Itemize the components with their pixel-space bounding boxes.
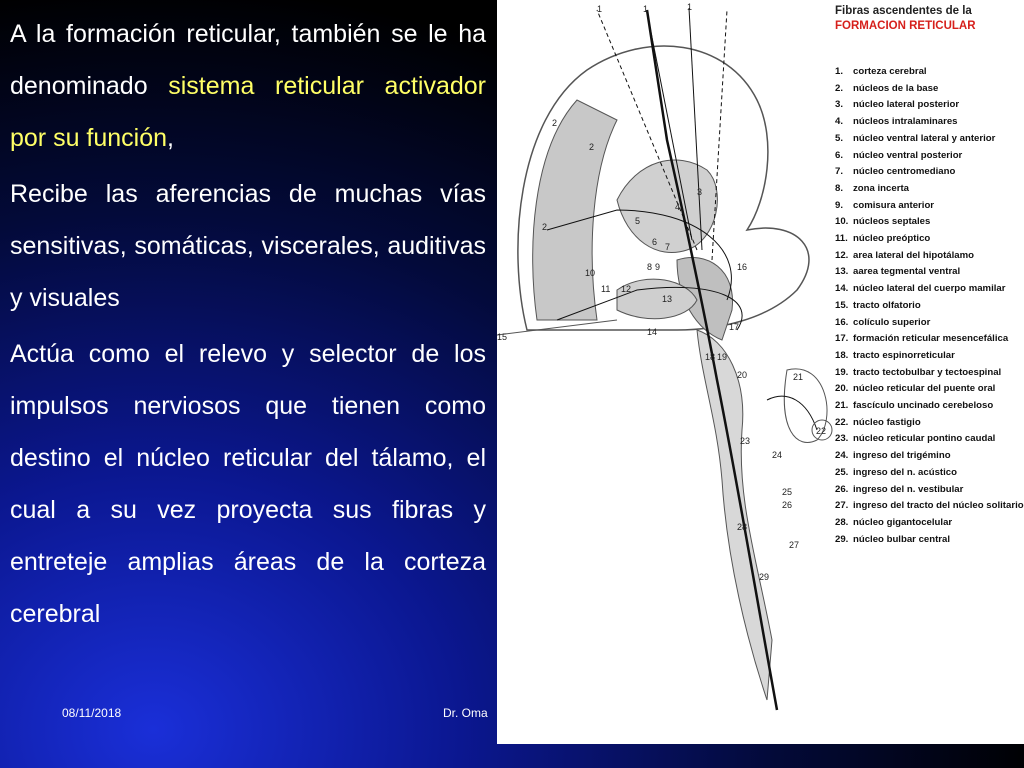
diagram-label: 14: [647, 327, 658, 337]
slide-body-text: [10, 8, 486, 640]
legend-text: fascículo uncinado cerebeloso: [853, 400, 994, 412]
diagram-label: 18: [705, 352, 716, 362]
legend-number: 25.: [835, 466, 849, 478]
legend-item: [835, 331, 1024, 348]
legend-number: 11.: [835, 233, 848, 245]
brainstem-region: [697, 330, 772, 700]
legend-text: ingreso del n. vestibular: [853, 483, 964, 495]
diagram-label: 1: [687, 2, 693, 12]
legend-number: 16.: [835, 316, 849, 328]
diagram-label: 20: [737, 370, 748, 380]
legend-number: 20.: [835, 383, 849, 395]
legend-text: area lateral del hipotálamo: [853, 249, 975, 261]
legend-item: [835, 81, 1024, 98]
legend-text: ingreso del trigémino: [853, 450, 951, 462]
legend-item: [835, 181, 1024, 198]
diagram-label: 2: [552, 118, 558, 128]
figure-title: [835, 4, 976, 34]
diagram-label: 8: [647, 262, 653, 272]
figure-title-line-2: FORMACION RETICULAR: [835, 20, 976, 32]
legend-item: [835, 448, 1024, 465]
legend-text: aarea tegmental ventral: [853, 266, 961, 278]
legend-text: núcleos septales: [853, 216, 931, 228]
legend-number: 24.: [835, 450, 849, 462]
legend-number: 27.: [835, 500, 849, 512]
diagram-label: 3: [697, 187, 703, 197]
legend-text: colículo superior: [853, 316, 931, 328]
diagram-label: 7: [665, 242, 671, 252]
figure-title-line-1: Fibras ascendentes de la: [835, 5, 972, 17]
legend-number: 19.: [835, 366, 849, 378]
legend-text: núcleos de la base: [853, 82, 939, 94]
legend-number: 18.: [835, 349, 849, 361]
legend-item: [835, 315, 1024, 332]
legend-text: núcleos intralaminares: [853, 116, 958, 128]
legend-item: [835, 148, 1024, 165]
legend-number: 23.: [835, 433, 849, 445]
diagram-label: 12: [621, 284, 632, 294]
legend-item: [835, 398, 1024, 415]
legend-number: 26.: [835, 483, 849, 495]
legend-number: 4.: [835, 116, 844, 128]
thalamus-region: [617, 160, 717, 253]
legend-item: [835, 198, 1024, 215]
legend-number: 29.: [835, 533, 849, 545]
footer-author: Dr. Oma: [443, 706, 488, 720]
legend-number: 10.: [835, 216, 849, 228]
legend-number: 3.: [835, 99, 844, 111]
diagram-label: 29: [759, 572, 770, 582]
diagram-label: 17: [729, 322, 740, 332]
diagram-label: 11: [601, 284, 611, 294]
diagram-label: 21: [793, 372, 804, 382]
legend-text: núcleo fastigio: [853, 416, 921, 428]
figure-legend: [835, 64, 1024, 548]
diagram-label: 2: [542, 222, 548, 232]
diagram-label: 25: [782, 487, 793, 497]
legend-item: [835, 465, 1024, 482]
diagram-label: 22: [816, 426, 827, 436]
legend-text: núcleo lateral del cuerpo mamilar: [853, 283, 1006, 295]
legend-item: [835, 515, 1024, 532]
legend-text: núcleo reticular del puente oral: [853, 383, 996, 395]
diagram-label: 9: [655, 262, 661, 272]
legend-item: [835, 281, 1024, 298]
olfactory-tract: [497, 320, 617, 335]
legend-item: [835, 498, 1024, 515]
legend-item: [835, 381, 1024, 398]
diagram-label: 15: [497, 332, 508, 342]
legend-text: ingreso del tracto del núcleo solitario: [853, 500, 1024, 512]
footer-date: 08/11/2018: [62, 706, 122, 720]
legend-text: comisura anterior: [853, 199, 935, 211]
reticular-formation-figure: [497, 0, 1024, 744]
legend-text: núcleo bulbar central: [853, 533, 951, 545]
legend-item: [835, 114, 1024, 131]
legend-number: 5.: [835, 132, 844, 144]
paragraph-1-part-1: A la formación reticular, también se le ha denominado: [10, 20, 486, 100]
diagram-label: 5: [635, 216, 641, 226]
legend-text: tracto espinorreticular: [853, 349, 955, 361]
legend-text: núcleo lateral posterior: [853, 99, 960, 111]
diagram-label: 13: [662, 294, 673, 304]
diagram-label: 10: [585, 268, 596, 278]
diagram-label: 2: [589, 142, 595, 152]
legend-text: zona incerta: [853, 182, 909, 194]
legend-text: núcleo preóptico: [853, 233, 931, 245]
legend-item: [835, 214, 1024, 231]
legend-number: 13.: [835, 266, 849, 278]
diagram-label: 28: [737, 522, 748, 532]
diagram-label: 1: [643, 4, 649, 14]
legend-number: 22.: [835, 416, 849, 428]
paragraph-1-part-3: ,: [167, 124, 174, 152]
diagram-label: 19: [717, 352, 728, 362]
paragraph-2: Recibe las aferencias de muchas vías sensitivas, somáticas, viscerales, auditivas y visuales: [10, 180, 486, 312]
legend-item: [835, 532, 1024, 549]
legend-number: 8.: [835, 182, 844, 194]
legend-item: [835, 131, 1024, 148]
legend-text: núcleo centromediano: [853, 166, 956, 178]
legend-number: 1.: [835, 66, 844, 77]
diagram-label: 27: [789, 540, 800, 550]
legend-item: [835, 231, 1024, 248]
legend-item: [835, 64, 1024, 81]
legend-item: [835, 365, 1024, 382]
diagram-label: 1: [597, 4, 603, 14]
legend-item: [835, 348, 1024, 365]
fiber-line-7: [767, 396, 817, 430]
diagram-label: 4: [675, 202, 681, 212]
legend-text: ingreso del n. acústico: [853, 466, 957, 478]
legend-number: 9.: [835, 199, 844, 211]
diagram-label: 24: [772, 450, 783, 460]
legend-number: 12.: [835, 249, 849, 261]
legend-item: [835, 431, 1024, 448]
legend-number: 21.: [835, 400, 849, 412]
legend-text: tracto tectobulbar y tectoespinal: [853, 366, 1002, 378]
legend-item: [835, 164, 1024, 181]
diagram-label: 23: [740, 436, 751, 446]
legend-text: núcleo ventral lateral y anterior: [853, 132, 996, 144]
diagram-label: 6: [652, 237, 658, 247]
legend-item: [835, 298, 1024, 315]
legend-text: núcleo reticular pontino caudal: [853, 433, 996, 445]
fiber-line-4: [712, 10, 727, 260]
diagram-label: 16: [737, 262, 748, 272]
legend-text: tracto olfatorio: [853, 299, 921, 311]
legend-text: formación reticular mesencefálica: [853, 333, 1009, 345]
legend-number: 7.: [835, 166, 844, 178]
legend-text: corteza cerebral: [853, 66, 927, 77]
legend-number: 6.: [835, 149, 844, 161]
legend-text: núcleo ventral posterior: [853, 149, 963, 161]
paragraph-3: Actúa como el relevo y selector de los impulsos nerviosos que tienen como destino el núcleo reticular del tálamo, el cual a su vez proyecta sus fibras y entreteje amplias áreas de la corteza cerebral: [10, 340, 486, 628]
legend-number: 17.: [835, 333, 849, 345]
paragraph-1-highlight: sistema reticular activador por su función: [10, 72, 486, 152]
legend-item: [835, 264, 1024, 281]
legend-item: [835, 248, 1024, 265]
legend-number: 15.: [835, 299, 849, 311]
diagram-label: 26: [782, 500, 793, 510]
legend-item: [835, 97, 1024, 114]
legend-text: núcleo gigantocelular: [853, 516, 953, 528]
paragraph-1: [10, 8, 486, 164]
legend-item: [835, 415, 1024, 432]
legend-item: [835, 482, 1024, 499]
legend-number: 2.: [835, 82, 844, 94]
legend-number: 14.: [835, 283, 849, 295]
legend-number: 28.: [835, 516, 849, 528]
